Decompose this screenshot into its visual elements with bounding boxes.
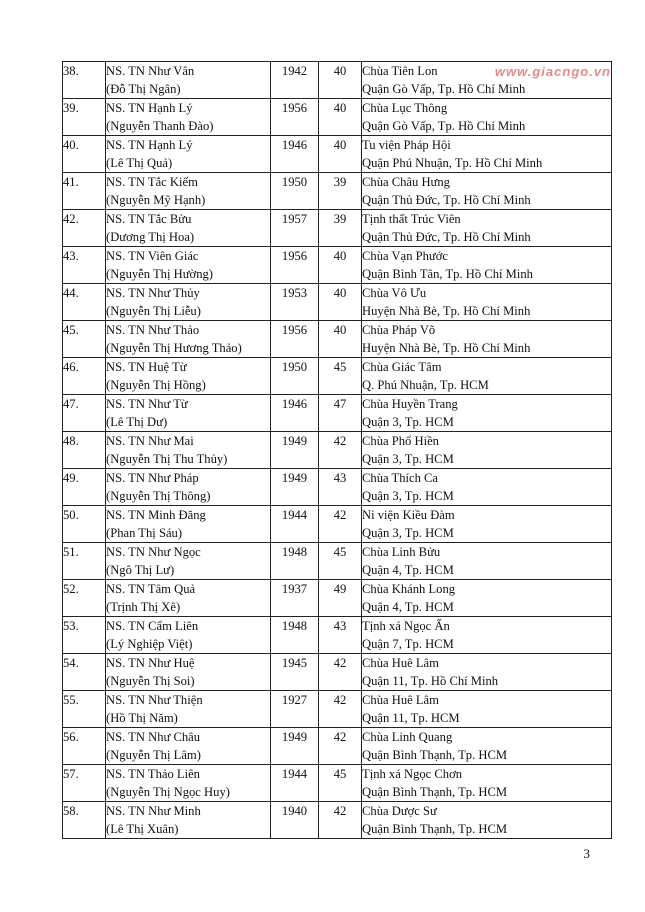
temple-name: Chùa Linh Bửu <box>362 545 441 559</box>
dharma-name: NS. TN Tắc Bửu <box>106 212 192 226</box>
birth-year-cell <box>271 395 319 432</box>
temple-name: Chùa Huê Lâm <box>362 656 439 670</box>
birth-year-cell <box>271 284 319 321</box>
temple-location: Quận 11, Tp. HCM <box>362 711 460 725</box>
temple-location: Quận 3, Tp. HCM <box>362 452 454 466</box>
lay-name: (Nguyễn Thị Hường) <box>106 267 213 281</box>
monastic-age: 43 <box>333 471 347 485</box>
name-cell <box>106 617 271 654</box>
age-cell <box>319 506 362 543</box>
age-cell <box>319 247 362 284</box>
age-cell <box>319 62 362 99</box>
birth-year: 1950 <box>281 360 308 374</box>
address-cell <box>362 284 612 321</box>
row-number-cell <box>63 543 106 580</box>
row-number: 55. <box>63 693 79 707</box>
row-number-cell <box>63 654 106 691</box>
name-cell <box>106 62 271 99</box>
address-cell <box>362 580 612 617</box>
row-number: 56. <box>63 730 79 744</box>
name-cell <box>106 765 271 802</box>
birth-year: 1957 <box>281 212 308 226</box>
monastic-age: 42 <box>333 434 347 448</box>
lay-name: (Nguyễn Thị Soi) <box>106 674 195 688</box>
birth-year: 1940 <box>281 804 308 818</box>
name-cell <box>106 802 271 839</box>
birth-year-cell <box>271 62 319 99</box>
monastic-age: 39 <box>333 175 347 189</box>
address-cell <box>362 358 612 395</box>
birth-year-cell <box>271 802 319 839</box>
age-cell <box>319 543 362 580</box>
address-cell <box>362 247 612 284</box>
temple-name: Tịnh thất Trúc Viên <box>362 212 461 226</box>
table-row <box>63 469 612 506</box>
monastic-age: 40 <box>333 286 347 300</box>
birth-year: 1927 <box>281 693 308 707</box>
lay-name: (Nguyễn Thị Lâm) <box>106 748 201 762</box>
name-cell <box>106 728 271 765</box>
temple-location: Quận Bình Tân, Tp. Hồ Chí Minh <box>362 267 533 281</box>
temple-location: Quận 3, Tp. HCM <box>362 415 454 429</box>
address-cell <box>362 395 612 432</box>
age-cell <box>319 136 362 173</box>
birth-year: 1937 <box>281 582 308 596</box>
dharma-name: NS. TN Như Ngọc <box>106 545 201 559</box>
dharma-name: NS. TN Như Châu <box>106 730 201 744</box>
age-cell <box>319 432 362 469</box>
monastic-age: 45 <box>333 360 347 374</box>
table-row <box>63 432 612 469</box>
address-cell <box>362 728 612 765</box>
temple-name: Ni viện Kiều Đàm <box>362 508 455 522</box>
dharma-name: NS. TN Như Vân <box>106 64 195 78</box>
age-cell <box>319 765 362 802</box>
birth-year-cell <box>271 136 319 173</box>
monastic-age: 42 <box>333 730 347 744</box>
address-cell <box>362 506 612 543</box>
birth-year: 1944 <box>281 767 308 781</box>
address-cell <box>362 802 612 839</box>
age-cell <box>319 802 362 839</box>
temple-name: Chùa Vạn Phước <box>362 249 449 263</box>
row-number: 52. <box>63 582 79 596</box>
lay-name: (Nguyễn Thị Hương Thảo) <box>106 341 242 355</box>
dharma-name: NS. TN Tâm Quả <box>106 582 196 596</box>
row-number-cell <box>63 99 106 136</box>
temple-location: Quận Thủ Đức, Tp. Hồ Chí Minh <box>362 230 531 244</box>
lay-name: (Nguyễn Thị Liễu) <box>106 304 201 318</box>
lay-name: (Nguyễn Thị Hồng) <box>106 378 206 392</box>
birth-year: 1956 <box>281 249 308 263</box>
row-number-cell <box>63 62 106 99</box>
table-row <box>63 543 612 580</box>
temple-location: Quận 11, Tp. Hồ Chí Minh <box>362 674 499 688</box>
watermark-text: www.giacngo.vn <box>494 64 611 79</box>
row-number-cell <box>63 247 106 284</box>
temple-name: Chùa Châu Hưng <box>362 175 450 189</box>
row-number: 58. <box>63 804 79 818</box>
temple-location: Q. Phú Nhuận, Tp. HCM <box>362 378 489 392</box>
row-number-cell <box>63 395 106 432</box>
row-number-cell <box>63 617 106 654</box>
row-number: 43. <box>63 249 79 263</box>
table-row <box>63 506 612 543</box>
address-cell <box>362 99 612 136</box>
row-number-cell <box>63 580 106 617</box>
birth-year-cell <box>271 728 319 765</box>
age-cell <box>319 395 362 432</box>
lay-name: (Nguyễn Mỹ Hạnh) <box>106 193 206 207</box>
temple-name: Chùa Khánh Long <box>362 582 456 596</box>
address-cell <box>362 654 612 691</box>
dharma-name: NS. TN Hạnh Lý <box>106 138 193 152</box>
dharma-name: NS. TN Hạnh Lý <box>106 101 193 115</box>
monastic-age: 45 <box>333 767 347 781</box>
dharma-name: NS. TN Viên Giác <box>106 249 199 263</box>
name-cell <box>106 654 271 691</box>
row-number-cell <box>63 136 106 173</box>
birth-year: 1946 <box>281 138 308 152</box>
table-row <box>63 654 612 691</box>
lay-name: (Nguyễn Thị Thu Thủy) <box>106 452 228 466</box>
birth-year: 1953 <box>281 286 308 300</box>
temple-name: Tịnh xá Ngọc Ấn <box>362 619 450 633</box>
row-number: 46. <box>63 360 79 374</box>
temple-location: Huyện Nhà Bè, Tp. Hồ Chí Minh <box>362 304 531 318</box>
dharma-name: NS. TN Minh Đăng <box>106 508 206 522</box>
row-number: 54. <box>63 656 79 670</box>
table-row <box>63 358 612 395</box>
address-cell <box>362 543 612 580</box>
age-cell <box>319 99 362 136</box>
table-row <box>63 802 612 839</box>
row-number-cell <box>63 432 106 469</box>
dharma-name: NS. TN Như Minh <box>106 804 201 818</box>
name-cell <box>106 136 271 173</box>
temple-name: Chùa Lục Thông <box>362 101 448 115</box>
age-cell <box>319 691 362 728</box>
birth-year-cell <box>271 654 319 691</box>
age-cell <box>319 358 362 395</box>
birth-year: 1949 <box>281 730 308 744</box>
name-cell <box>106 173 271 210</box>
dharma-name: NS. TN Thảo Liên <box>106 767 200 781</box>
dharma-name: NS. TN Như Thảo <box>106 323 200 337</box>
monastic-age: 40 <box>333 64 347 78</box>
table-row <box>63 136 612 173</box>
row-number-cell <box>63 728 106 765</box>
nun-list-table <box>62 61 612 839</box>
temple-location: Quận Gò Vấp, Tp. Hồ Chí Minh <box>362 119 526 133</box>
row-number-cell <box>63 506 106 543</box>
birth-year: 1945 <box>281 656 308 670</box>
birth-year-cell <box>271 99 319 136</box>
name-cell <box>106 432 271 469</box>
table-row <box>63 691 612 728</box>
age-cell <box>319 469 362 506</box>
lay-name: (Nguyễn Thị Thông) <box>106 489 211 503</box>
birth-year: 1948 <box>281 619 308 633</box>
birth-year-cell <box>271 765 319 802</box>
name-cell <box>106 99 271 136</box>
row-number: 53. <box>63 619 79 633</box>
lay-name: (Phan Thị Sáu) <box>106 526 183 540</box>
temple-name: Chùa Linh Quang <box>362 730 453 744</box>
row-number: 49. <box>63 471 79 485</box>
address-cell <box>362 617 612 654</box>
row-number-cell <box>63 469 106 506</box>
row-number-cell <box>63 173 106 210</box>
address-cell <box>362 321 612 358</box>
name-cell <box>106 247 271 284</box>
temple-location: Quận 4, Tp. HCM <box>362 563 454 577</box>
birth-year-cell <box>271 617 319 654</box>
temple-name: Chùa Vô Ưu <box>362 286 427 300</box>
name-cell <box>106 358 271 395</box>
temple-location: Quận Thủ Đức, Tp. Hồ Chí Minh <box>362 193 531 207</box>
dharma-name: NS. TN Như Pháp <box>106 471 199 485</box>
row-number-cell <box>63 691 106 728</box>
dharma-name: NS. TN Như Thủy <box>106 286 200 300</box>
name-cell <box>106 580 271 617</box>
temple-location: Quận 7, Tp. HCM <box>362 637 454 651</box>
birth-year-cell <box>271 247 319 284</box>
table-row <box>63 247 612 284</box>
dharma-name: NS. TN Như Mai <box>106 434 194 448</box>
address-cell <box>362 173 612 210</box>
lay-name: (Lê Thị Dư) <box>106 415 168 429</box>
table-row <box>63 99 612 136</box>
lay-name: (Đỗ Thị Ngân) <box>106 82 181 96</box>
age-cell <box>319 617 362 654</box>
temple-location: Quận Bình Thạnh, Tp. HCM <box>362 822 508 836</box>
temple-name: Chùa Phổ Hiền <box>362 434 439 448</box>
monastic-age: 40 <box>333 101 347 115</box>
row-number-cell <box>63 321 106 358</box>
temple-location: Quận 3, Tp. HCM <box>362 526 454 540</box>
lay-name: (Lý Nghiệp Việt) <box>106 637 193 651</box>
birth-year-cell <box>271 691 319 728</box>
temple-name: Chùa Huê Lâm <box>362 693 439 707</box>
monastic-age: 42 <box>333 693 347 707</box>
row-number: 44. <box>63 286 79 300</box>
table-row <box>63 173 612 210</box>
table-row <box>63 284 612 321</box>
birth-year: 1942 <box>281 64 308 78</box>
row-number: 47. <box>63 397 79 411</box>
birth-year-cell <box>271 543 319 580</box>
monastic-age: 42 <box>333 508 347 522</box>
monastic-age: 40 <box>333 249 347 263</box>
temple-name: Chùa Thích Ca <box>362 471 439 485</box>
address-cell <box>362 210 612 247</box>
birth-year: 1944 <box>281 508 308 522</box>
row-number: 57. <box>63 767 79 781</box>
row-number: 51. <box>63 545 79 559</box>
address-cell <box>362 432 612 469</box>
row-number: 48. <box>63 434 79 448</box>
monastic-age: 43 <box>333 619 347 633</box>
temple-name: Chùa Pháp Võ <box>362 323 436 337</box>
monastic-age: 42 <box>333 656 347 670</box>
birth-year: 1946 <box>281 397 308 411</box>
page-number: 3 <box>583 846 590 861</box>
birth-year: 1948 <box>281 545 308 559</box>
monastic-age: 45 <box>333 545 347 559</box>
table-row <box>63 210 612 247</box>
birth-year-cell <box>271 210 319 247</box>
temple-location: Quận Phú Nhuận, Tp. Hồ Chí Minh <box>362 156 543 170</box>
row-number: 40. <box>63 138 79 152</box>
row-number: 41. <box>63 175 79 189</box>
row-number: 42. <box>63 212 79 226</box>
table-row <box>63 321 612 358</box>
table-row <box>63 728 612 765</box>
lay-name: (Nguyễn Thị Ngọc Huy) <box>106 785 230 799</box>
temple-location: Quận 4, Tp. HCM <box>362 600 454 614</box>
birth-year: 1949 <box>281 434 308 448</box>
table-row <box>63 765 612 802</box>
lay-name: (Dương Thị Hoa) <box>106 230 195 244</box>
birth-year-cell <box>271 321 319 358</box>
table-row <box>63 617 612 654</box>
row-number: 50. <box>63 508 79 522</box>
name-cell <box>106 210 271 247</box>
dharma-name: NS. TN Như Huệ <box>106 656 195 670</box>
address-cell <box>362 765 612 802</box>
age-cell <box>319 173 362 210</box>
name-cell <box>106 543 271 580</box>
birth-year-cell <box>271 469 319 506</box>
lay-name: (Trịnh Thị Xê) <box>106 600 181 614</box>
birth-year: 1949 <box>281 471 308 485</box>
temple-name: Chùa Giác Tâm <box>362 360 442 374</box>
name-cell <box>106 321 271 358</box>
birth-year-cell <box>271 580 319 617</box>
temple-location: Huyện Nhà Bè, Tp. Hồ Chí Minh <box>362 341 531 355</box>
temple-name: Chùa Huyền Trang <box>362 397 458 411</box>
birth-year-cell <box>271 173 319 210</box>
monastic-age: 40 <box>333 323 347 337</box>
monastic-age: 42 <box>333 804 347 818</box>
row-number-cell <box>63 284 106 321</box>
age-cell <box>319 321 362 358</box>
name-cell <box>106 284 271 321</box>
age-cell <box>319 654 362 691</box>
dharma-name: NS. TN Cẩm Liên <box>106 619 199 633</box>
name-cell <box>106 469 271 506</box>
birth-year-cell <box>271 506 319 543</box>
dharma-name: NS. TN Như Từ <box>106 397 188 411</box>
address-cell <box>362 469 612 506</box>
row-number-cell <box>63 765 106 802</box>
age-cell <box>319 210 362 247</box>
name-cell <box>106 506 271 543</box>
lay-name: (Hồ Thị Năm) <box>106 711 178 725</box>
temple-location: Quận Bình Thạnh, Tp. HCM <box>362 785 508 799</box>
dharma-name: NS. TN Huệ Từ <box>106 360 187 374</box>
lay-name: (Lê Thị Xuân) <box>106 822 179 836</box>
birth-year: 1956 <box>281 323 308 337</box>
monastic-age: 40 <box>333 138 347 152</box>
name-cell <box>106 395 271 432</box>
birth-year: 1950 <box>281 175 308 189</box>
monastic-age: 49 <box>333 582 347 596</box>
row-number-cell <box>63 358 106 395</box>
age-cell <box>319 284 362 321</box>
row-number: 39. <box>63 101 79 115</box>
temple-name: Chùa Dược Sư <box>362 804 437 818</box>
temple-name: Tịnh xá Ngọc Chơn <box>362 767 463 781</box>
row-number: 45. <box>63 323 79 337</box>
age-cell <box>319 580 362 617</box>
name-cell <box>106 691 271 728</box>
dharma-name: NS. TN Như Thiện <box>106 693 203 707</box>
temple-location: Quận Gò Vấp, Tp. Hồ Chí Minh <box>362 82 526 96</box>
age-cell <box>319 728 362 765</box>
dharma-name: NS. TN Tắc Kiếm <box>106 175 198 189</box>
temple-name: Chùa Tiên Lon <box>362 64 438 78</box>
monastic-age: 47 <box>333 397 347 411</box>
address-cell <box>362 691 612 728</box>
birth-year-cell <box>271 358 319 395</box>
birth-year: 1956 <box>281 101 308 115</box>
address-cell <box>362 136 612 173</box>
lay-name: (Lê Thị Quả) <box>106 156 173 170</box>
row-number-cell <box>63 210 106 247</box>
row-number: 38. <box>63 64 79 78</box>
lay-name: (Ngô Thị Lư) <box>106 563 175 577</box>
birth-year-cell <box>271 432 319 469</box>
lay-name: (Nguyễn Thanh Đào) <box>106 119 214 133</box>
row-number-cell <box>63 802 106 839</box>
monastic-age: 39 <box>333 212 347 226</box>
table-row <box>63 395 612 432</box>
table-row <box>63 580 612 617</box>
table-body <box>63 62 612 839</box>
temple-name: Tu viện Pháp Hội <box>362 138 451 152</box>
temple-location: Quận Bình Thạnh, Tp. HCM <box>362 748 508 762</box>
temple-location: Quận 3, Tp. HCM <box>362 489 454 503</box>
